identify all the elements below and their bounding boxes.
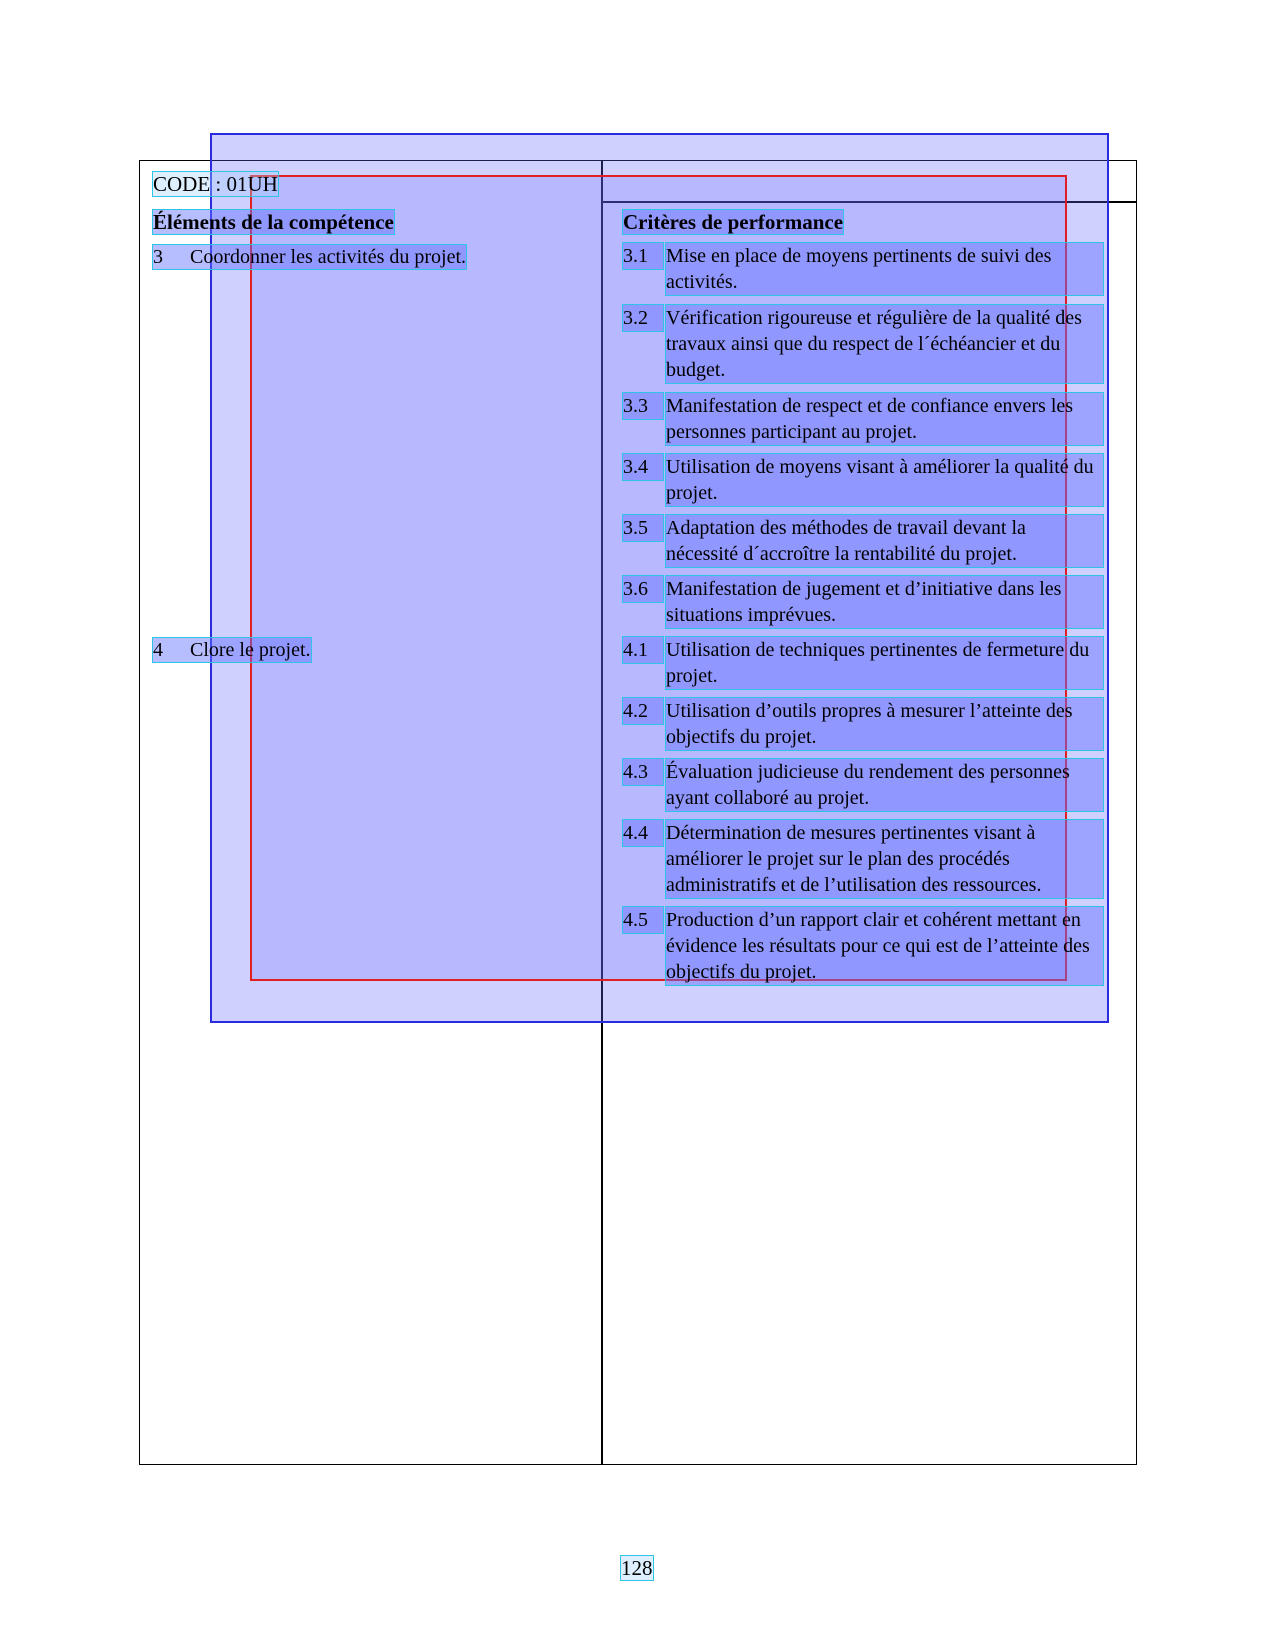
criterion-text: Utilisation d’outils propres à mesurer l’atteinte des objectifs du projet. <box>666 698 1103 750</box>
criterion-text: Utilisation de techniques pertinentes de fermeture du projet. <box>666 637 1103 689</box>
criterion-item <box>623 305 1103 383</box>
criterion-item <box>623 576 1103 628</box>
criterion-number: 4.3 <box>623 759 663 785</box>
header-elements: Éléments de la compétence <box>153 210 394 234</box>
criterion-item <box>623 515 1103 567</box>
element-text: Clore le projet. <box>190 639 311 661</box>
criterion-number: 3.4 <box>623 454 663 480</box>
criterion-item <box>623 637 1103 689</box>
criterion-text: Mise en place de moyens pertinents de suivi des activités. <box>666 243 1103 295</box>
criterion-text: Manifestation de jugement et d’initiative dans les situations imprévues. <box>666 576 1103 628</box>
element-number: 3 <box>153 246 163 268</box>
element-number: 4 <box>153 639 163 661</box>
criterion-item <box>623 820 1103 898</box>
criterion-item <box>623 907 1103 985</box>
criterion-item <box>623 698 1103 750</box>
code-label: CODE : 01UH <box>153 172 278 196</box>
criterion-item <box>623 759 1103 811</box>
criterion-text: Manifestation de respect et de confiance envers les personnes participant au projet. <box>666 393 1103 445</box>
criterion-text: Adaptation des méthodes de travail devant la nécessité d´accroître la rentabilité du projet. <box>666 515 1103 567</box>
criterion-item <box>623 243 1103 295</box>
criterion-number: 4.5 <box>623 907 663 933</box>
criterion-number: 4.1 <box>623 637 663 663</box>
criterion-text: Évaluation judicieuse du rendement des personnes ayant collaboré au projet. <box>666 759 1103 811</box>
criterion-number: 3.2 <box>623 305 663 331</box>
criterion-number: 3.1 <box>623 243 663 269</box>
criterion-item <box>623 454 1103 506</box>
criterion-number: 3.6 <box>623 576 663 602</box>
element-text: Coordonner les activités du projet. <box>190 246 467 268</box>
criterion-number: 4.4 <box>623 820 663 846</box>
element-item <box>153 245 466 269</box>
header-criteria: Critères de performance <box>623 210 844 234</box>
criterion-text: Production d’un rapport clair et cohérent mettant en évidence les résultats pour ce qui est de l’atteinte des objectifs du projet. <box>666 907 1103 985</box>
criterion-text: Détermination de mesures pertinentes visant à améliorer le projet sur le plan des procédés administratifs et de l’utilisation des ressources. <box>666 820 1103 898</box>
criterion-item <box>623 393 1103 445</box>
element-item <box>153 638 311 662</box>
criterion-number: 4.2 <box>623 698 663 724</box>
page-number: 128 <box>621 1556 653 1580</box>
criterion-number: 3.3 <box>623 393 663 419</box>
criterion-number: 3.5 <box>623 515 663 541</box>
criterion-text: Utilisation de moyens visant à améliorer la qualité du projet. <box>666 454 1103 506</box>
criterion-text: Vérification rigoureuse et régulière de la qualité des travaux ainsi que du respect de l´échéancier et du budget. <box>666 305 1103 383</box>
